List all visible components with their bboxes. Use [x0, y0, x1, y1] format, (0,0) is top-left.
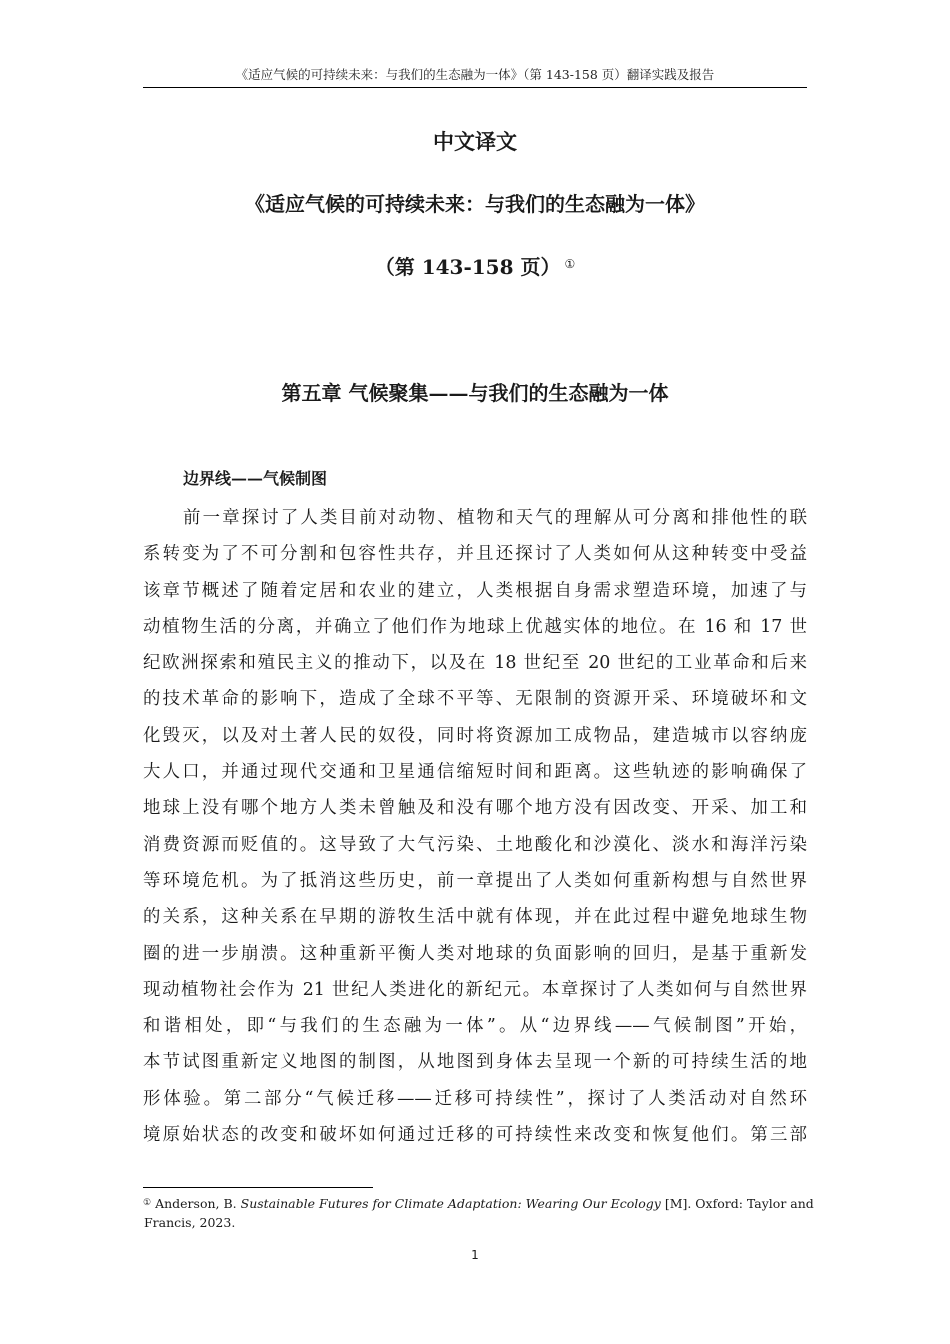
- footnote-author: Anderson, B.: [155, 1196, 237, 1211]
- body-line: 化毁灭，以及对土著人民的奴役，同时将资源加工成物品，建造城市以容纳庞: [143, 725, 807, 746]
- footnote-mark: ①: [143, 1198, 152, 1208]
- body-line: 前一章探讨了人类目前对动物、植物和天气的理解从可分离和排他性的联: [183, 508, 807, 528]
- page-range: （第 143-158 页）: [374, 255, 561, 279]
- body-line: 系转变为了不可分割和包容性共存，并且还探讨了人类如何从这种转变中受益: [143, 544, 807, 565]
- footnote-book-title: Sustainable Futures for Climate Adaptation: Wearing Our Ecology: [240, 1196, 661, 1211]
- body-line: 纪欧洲探索和殖民主义的推动下，以及在 18 世纪至 20 世纪的工业革命和后来: [143, 653, 807, 674]
- body-line: 大人口，并通过现代交通和卫星通信缩短时间和距离。这些轨迹的影响确保了: [143, 762, 807, 783]
- body-line: 和谐相处，即“与我们的生态融为一体”。从“边界线——气候制图”开始，: [143, 1016, 807, 1037]
- body-line: 该章节概述了随着定居和农业的建立，人类根据自身需求塑造环境，加速了与: [143, 580, 807, 601]
- page-number: 1: [471, 1248, 479, 1262]
- body-line: 形体验。第二部分“气候迁移——迁移可持续性”，探讨了人类活动对自然环: [143, 1088, 807, 1109]
- footnote: [143, 1194, 814, 1232]
- footnote-line: Francis, 2023.: [144, 1215, 236, 1230]
- body-line: 的关系，这种关系在早期的游牧生活中就有体现，并在此过程中避免地球生物: [143, 907, 807, 928]
- body-line: 等环境危机。为了抵消这些历史，前一章提出了人类如何重新构想与自然世界: [143, 870, 807, 891]
- translation-heading: 中文译文: [433, 129, 517, 154]
- body-paragraph: [143, 500, 807, 1153]
- page-range-title: [143, 252, 807, 282]
- book-title: 《适应气候的可持续未来：与我们的生态融为一体》: [245, 192, 705, 216]
- footnote-reference[interactable]: ①: [564, 257, 576, 271]
- body-line: 圈的进一步崩溃。这种重新平衡人类对地球的负面影响的回归，是基于重新发: [143, 943, 807, 964]
- chapter-title: 第五章 气候聚集——与我们的生态融为一体: [281, 381, 669, 405]
- footnote-rule: [143, 1187, 373, 1188]
- body-line: 本节试图重新定义地图的制图，从地图到身体去呈现一个新的可持续生活的地: [143, 1052, 807, 1073]
- footnote-publisher: [M]. Oxford: Taylor and: [664, 1196, 814, 1211]
- body-line: 现动植物社会作为 21 世纪人类进化的新纪元。本章探讨了人类如何与自然世界: [143, 979, 807, 1000]
- running-header: 《适应气候的可持续未来：与我们的生态融为一体》（第 143-158 页）翻译实践及报告: [235, 67, 715, 82]
- footnote-line: [143, 1194, 814, 1213]
- section-heading: 边界线——气候制图: [183, 469, 328, 488]
- header-rule: [143, 87, 807, 88]
- body-line: 的技术革命的影响下，造成了全球不平等、无限制的资源开采、环境破坏和文: [143, 689, 807, 710]
- body-line: 境原始状态的改变和破坏如何通过迁移的可持续性来改变和恢复他们。第三部: [143, 1125, 807, 1146]
- body-line: 消费资源而贬值的。这导致了大气污染、土地酸化和沙漠化、淡水和海洋污染: [143, 834, 807, 855]
- body-line: 动植物生活的分离，并确立了他们作为地球上优越实体的地位。在 16 和 17 世: [143, 616, 807, 637]
- body-line: 地球上没有哪个地方人类未曾触及和没有哪个地方没有因改变、开采、加工和: [143, 798, 807, 819]
